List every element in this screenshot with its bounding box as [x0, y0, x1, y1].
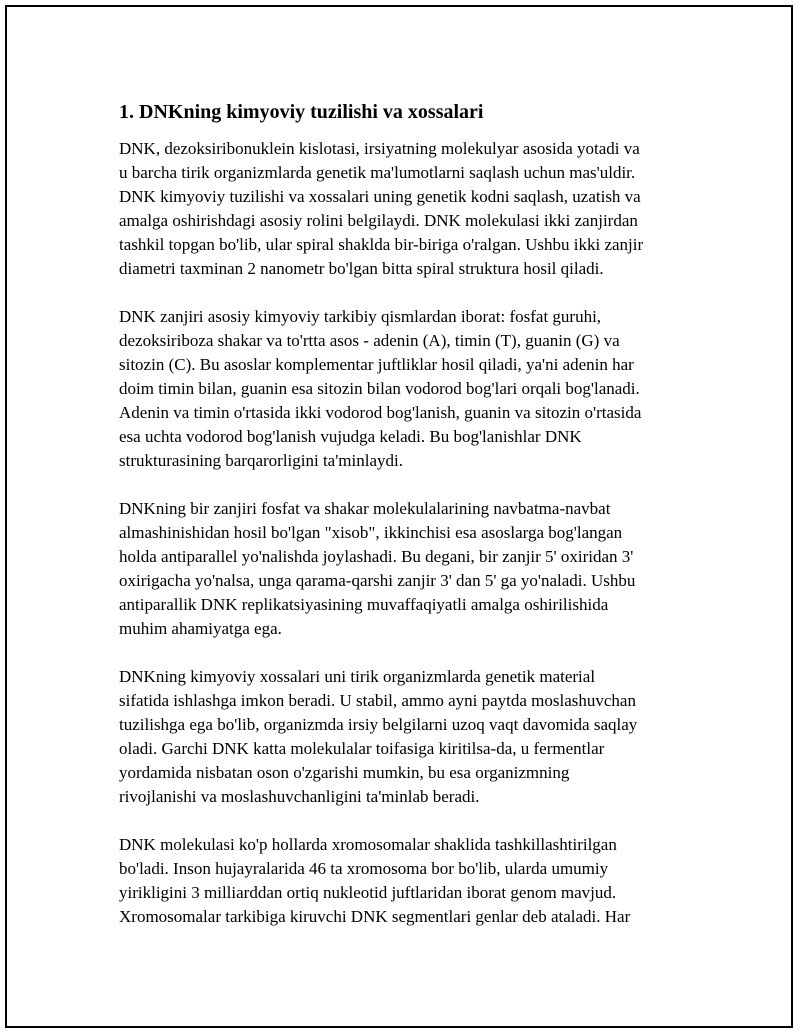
section-heading: 1. DNKning kimyoviy tuzilishi va xossalari [119, 101, 484, 123]
paragraph-5: DNK molekulasi ko'p hollarda xromosomalar shaklida tashkillashtirilgan bo'ladi. Inson hujayralarida 46 ta xromosoma bor bo'lib, ularda umumiy yirikligini 3 milliarddan ortiq nukleotid juftlaridan iborat genom mavjud. Xromosomalar tarkibiga kiruvchi DNK segmentlari genlar deb ataladi. Har [119, 835, 631, 926]
page-frame [5, 5, 793, 1028]
paragraph-2: DNK zanjiri asosiy kimyoviy tarkibiy qismlardan iborat: fosfat guruhi, dezoksiriboza shakar va to'rtta asos - adenin (A), timin (T), guanin (G) va sitozin (C). Bu asoslar komplementar juftliklar hosil qiladi, ya'ni adenin har doim timin bilan, guanin esa sitozin bilan vodorod bog'lari orqali bog'lanadi. Adenin va timin o'rtasida ikki vodorod bog'lanish, guanin va sitozin o'rtasida esa uchta vodorod bog'lanish vujudga keladi. Bu bog'lanishlar DNK strukturasining barqarorligini ta'minlaydi. [119, 307, 642, 470]
paragraph-1: DNK, dezoksiribonuklein kislotasi, irsiyatning molekulyar asosida yotadi va u barcha tirik organizmlarda genetik ma'lumotlarni saqlash uchun mas'uldir. DNK kimyoviy tuzilishi va xossalari uning genetik kodni saqlash, uzatish va amalga oshirishdagi asosiy rolini belgilaydi. DNK molekulasi ikki zanjirdan tashkil topgan bo'lib, ular spiral shaklda bir-biriga o'ralgan. Ushbu ikki zanjir diametri taxminan 2 nanometr bo'lgan bitta spiral struktura hosil qiladi. [119, 139, 644, 278]
document-body [119, 97, 709, 953]
paragraph-4: DNKning kimyoviy xossalari uni tirik organizmlarda genetik material sifatida ishlashga imkon beradi. U stabil, ammo ayni paytda moslashuvchan tuzilishga ega bo'lib, organizmda irsiy belgilarni uzoq vaqt davomida saqlay oladi. Garchi DNK katta molekulalar toifasiga kiritilsa-da, u fermentlar yordamida nisbatan oson o'zgarishi mumkin, bu esa organizmning rivojlanishi va moslashuvchanligini ta'minlab beradi. [119, 667, 638, 806]
paragraph-3: DNKning bir zanjiri fosfat va shakar molekulalarining navbatma-navbat almashinishidan hosil bo'lgan "xisob", ikkinchisi esa asoslarga bog'langan holda antiparallel yo'nalishda joylashadi. Bu degani, bir zanjir 5' oxiridan 3' oxirigacha yo'nalsa, unga qarama-qarshi zanjir 3' dan 5' ga yo'naladi. Ushbu antiparallik DNK replikatsiyasining muvaffaqiyatli amalga oshirilishida muhim ahamiyatga ega. [119, 499, 636, 638]
